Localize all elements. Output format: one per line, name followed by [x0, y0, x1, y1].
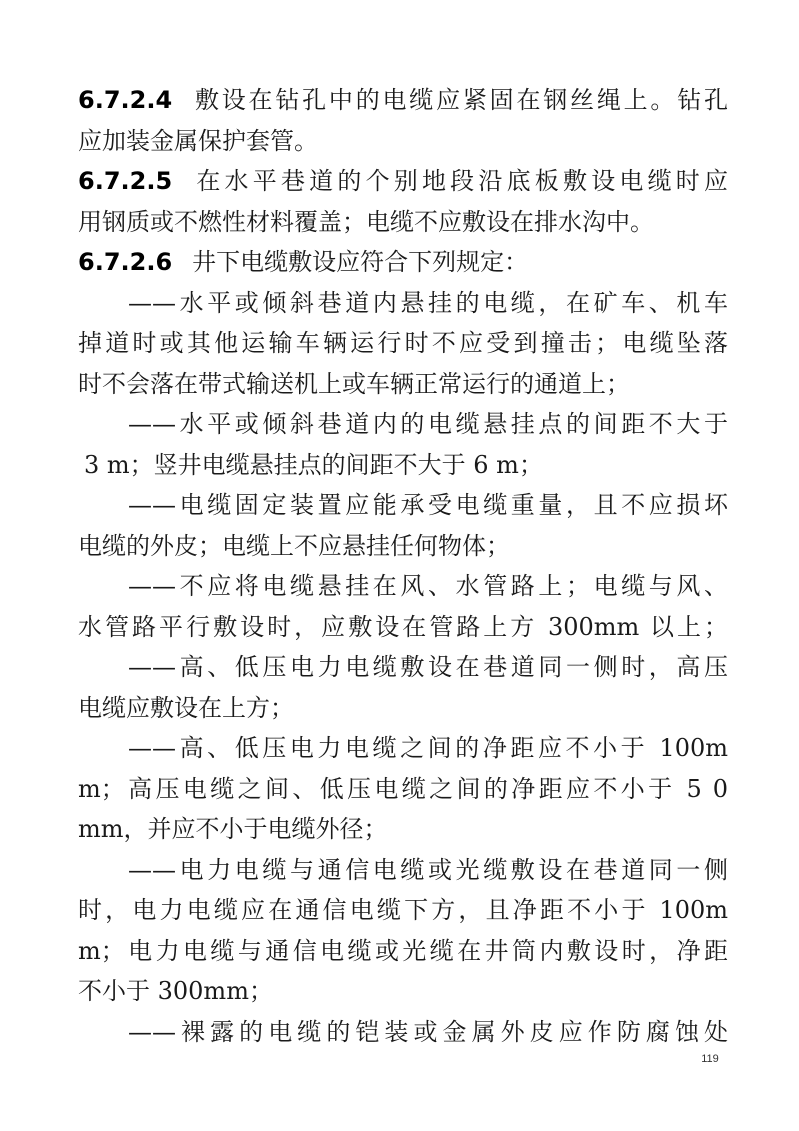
line-text: 3 m；竖井电缆悬挂点的间距不大于 6 m；: [84, 450, 543, 479]
text-line: [78, 364, 728, 405]
line-text: 水管路平行敷设时，应敷设在管路上方 300mm 以上；: [78, 612, 728, 641]
text-line: [78, 445, 728, 486]
clause-number: 6.7.2.4: [78, 86, 173, 114]
clause-line: [78, 161, 728, 202]
text-line: [78, 485, 728, 526]
text-line: [78, 688, 728, 729]
line-text: ——高、低压电力电缆之间的净距应不小于 100m: [128, 734, 728, 762]
line-text: ——电缆固定装置应能承受电缆重量，且不应损坏: [128, 491, 728, 519]
text-line: [78, 323, 728, 364]
text-line: [78, 809, 728, 850]
line-text: m；电力电缆与通信电缆或光缆在井筒内敷设时，净距: [78, 936, 728, 965]
text-line: [78, 931, 728, 972]
line-text: 用钢质或不燃性材料覆盖；电缆不应敷设在排水沟中。: [78, 207, 654, 236]
clause-number: 6.7.2.6: [78, 248, 173, 276]
line-text: ——水平或倾斜巷道内的电缆悬挂点的间距不大于: [128, 410, 728, 438]
line-text: 电缆的外皮；电缆上不应悬挂任何物体；: [78, 531, 510, 560]
text-line: [78, 1012, 728, 1053]
text-line: [78, 647, 728, 688]
text-line: [78, 526, 728, 567]
line-text: 敷设在钻孔中的电缆应紧固在钢丝绳上。钻孔: [192, 86, 728, 114]
body-text: [78, 80, 728, 1052]
line-text: ——水平或倾斜巷道内悬挂的电缆，在矿车、机车: [128, 288, 728, 317]
line-text: ——不应将电缆悬挂在风、水管路上；电缆与风、: [128, 572, 728, 600]
text-line: [78, 283, 728, 324]
line-text: 不小于 300mm；: [78, 977, 273, 1005]
line-text: 井下电缆敷设应符合下列规定：: [192, 248, 529, 276]
page-number: 119: [701, 1053, 719, 1065]
text-line: [78, 404, 728, 445]
text-line: [78, 566, 728, 607]
text-line: [78, 971, 728, 1012]
line-text: 时，电力电缆应在通信电缆下方，且净距不小于 100m: [78, 896, 728, 924]
clause-line: [78, 80, 728, 121]
text-line: [78, 607, 728, 648]
text-line: [78, 769, 728, 810]
line-text: m；高压电缆之间、低压电缆之间的净距应不小于 5 0: [78, 774, 728, 803]
text-line: [78, 121, 728, 162]
line-text: 时不会落在带式输送机上或车辆正常运行的通道上；: [78, 369, 630, 398]
line-text: mm，并应不小于电缆外径；: [78, 815, 388, 843]
line-text: 电缆应敷设在上方；: [78, 693, 294, 722]
text-line: [78, 890, 728, 931]
clause-line: [78, 242, 728, 283]
line-text: ——高、低压电力电缆敷设在巷道同一侧时，高压: [128, 653, 728, 681]
text-line: [78, 728, 728, 769]
text-line: [78, 850, 728, 891]
line-text: 应加装金属保护套管。: [78, 126, 318, 155]
line-text: 掉道时或其他运输车辆运行时不应受到撞击；电缆坠落: [78, 329, 728, 357]
line-text: 在水平巷道的个别地段沿底板敷设电缆时应: [192, 167, 728, 195]
clause-number: 6.7.2.5: [78, 167, 173, 195]
line-text: ——电力电缆与通信电缆或光缆敷设在巷道同一侧: [128, 855, 728, 884]
text-line: [78, 202, 728, 243]
line-text: ——裸露的电缆的铠装或金属外皮应作防腐蚀处: [128, 1017, 728, 1046]
